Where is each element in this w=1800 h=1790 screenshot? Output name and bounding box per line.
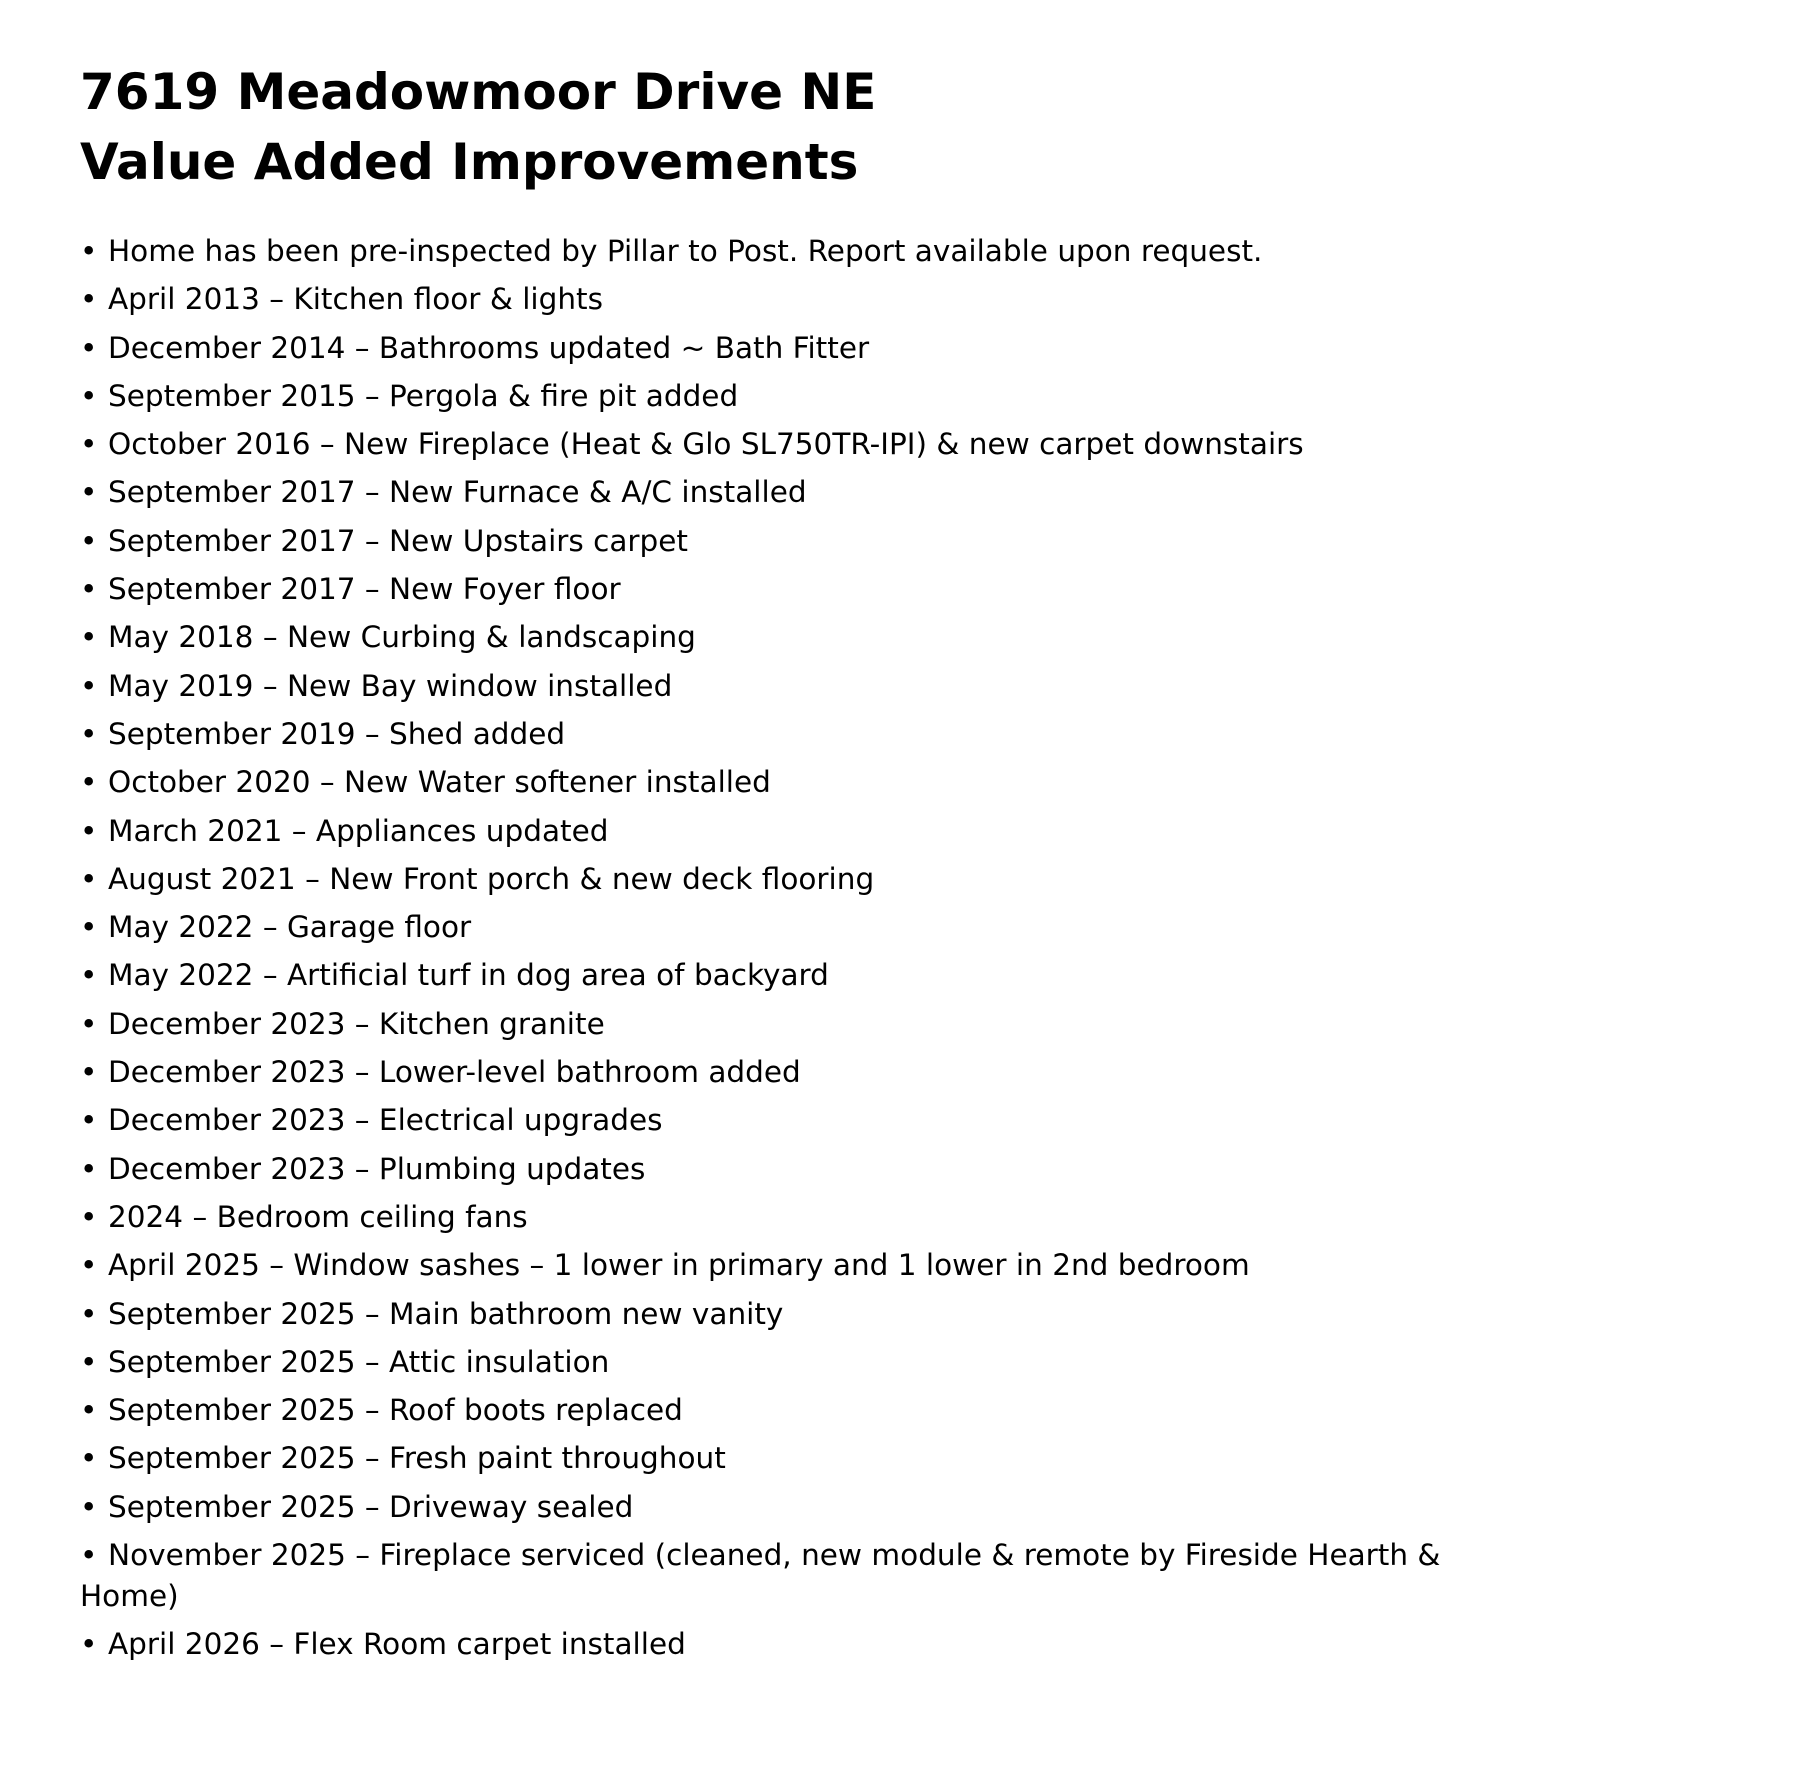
list-item: [80, 1294, 1460, 1335]
bullet-icon: •: [80, 1006, 98, 1041]
list-item: [80, 472, 1460, 513]
list-item-text: August 2021 – New Front porch & new deck flooring: [108, 861, 875, 896]
list-item: [80, 811, 1460, 852]
bullet-icon: •: [80, 330, 98, 365]
list-item-text: September 2025 – Main bathroom new vanity: [108, 1296, 784, 1331]
list-item-text: April 2026 – Flex Room carpet installed: [108, 1627, 686, 1662]
bullet-icon: •: [80, 716, 98, 751]
list-item: [80, 859, 1460, 900]
bullet-icon: •: [80, 668, 98, 703]
bullet-icon: •: [80, 523, 98, 558]
document-page: [80, 57, 1460, 1673]
list-item: [80, 328, 1460, 369]
bullet-icon: •: [80, 234, 98, 268]
list-item: [80, 1624, 1460, 1665]
list-item-text: September 2025 – Roof boots replaced: [108, 1393, 683, 1428]
list-item-text: November 2025 – Fireplace serviced (cleaned, new module & remote by Fireside Hearth & Home): [80, 1538, 1441, 1614]
list-item-text: December 2023 – Electrical upgrades: [108, 1103, 663, 1138]
list-item-text: April 2025 – Window sashes – 1 lower in primary and 1 lower in 2nd bedroom: [108, 1248, 1250, 1283]
bullet-icon: •: [80, 1103, 98, 1138]
list-item-text: September 2025 – Driveway sealed: [108, 1489, 634, 1524]
bullet-icon: •: [80, 475, 98, 510]
bullet-icon: •: [80, 1538, 98, 1573]
bullet-icon: •: [80, 1441, 98, 1476]
bullet-icon: •: [80, 1248, 98, 1283]
list-item: [80, 617, 1460, 658]
list-item: [80, 521, 1460, 562]
list-item: [80, 1004, 1460, 1045]
list-item: [80, 1197, 1460, 1238]
list-item-text: May 2018 – New Curbing & landscaping: [108, 620, 696, 655]
list-item: [80, 1438, 1460, 1479]
list-item-text: October 2020 – New Water softener installed: [108, 765, 771, 800]
bullet-icon: •: [80, 910, 98, 945]
bullet-icon: •: [80, 1199, 98, 1234]
page-title: [80, 57, 1460, 197]
bullet-icon: •: [80, 1393, 98, 1428]
list-item: [80, 231, 1460, 272]
list-item-text: December 2023 – Lower-level bathroom added: [108, 1055, 801, 1090]
list-item: [80, 1245, 1460, 1286]
bullet-icon: •: [80, 1296, 98, 1331]
list-item-text: September 2017 – New Foyer floor: [108, 572, 621, 607]
title-address: 7619 Meadowmoor Drive NE: [80, 63, 877, 121]
list-item-text: September 2017 – New Furnace & A/C installed: [108, 475, 807, 510]
bullet-icon: •: [80, 765, 98, 800]
list-item-text: December 2014 – Bathrooms updated ~ Bath Fitter: [108, 330, 870, 365]
list-item: [80, 1342, 1460, 1383]
list-item: [80, 714, 1460, 755]
list-item: [80, 1149, 1460, 1190]
bullet-icon: •: [80, 572, 98, 607]
list-item: [80, 666, 1460, 707]
list-item: [80, 955, 1460, 996]
list-item-text: September 2015 – Pergola & fire pit added: [108, 378, 739, 413]
list-item-text: April 2013 – Kitchen floor & lights: [108, 282, 603, 317]
list-item: [80, 376, 1460, 417]
list-item: [80, 762, 1460, 803]
bullet-icon: •: [80, 282, 98, 317]
list-item-text: September 2019 – Shed added: [108, 716, 566, 751]
bullet-icon: •: [80, 1055, 98, 1090]
list-item: [80, 1487, 1460, 1528]
list-item: [80, 907, 1460, 948]
bullet-icon: •: [80, 1489, 98, 1524]
title-subtitle: Value Added Improvements: [80, 133, 859, 191]
list-item: [80, 1052, 1460, 1093]
list-item: [80, 569, 1460, 610]
list-item-text: October 2016 – New Fireplace (Heat & Glo SL750TR-IPI) & new carpet downstairs: [108, 427, 1304, 462]
list-item-text: May 2022 – Artificial turf in dog area of backyard: [108, 958, 829, 993]
list-item-text: September 2017 – New Upstairs carpet: [108, 523, 689, 558]
improvements-list: [80, 231, 1460, 1665]
bullet-icon: •: [80, 620, 98, 655]
list-item-text: September 2025 – Attic insulation: [108, 1344, 610, 1379]
list-item-text: December 2023 – Plumbing updates: [108, 1151, 646, 1186]
bullet-icon: •: [80, 813, 98, 848]
bullet-icon: •: [80, 861, 98, 896]
bullet-icon: •: [80, 1344, 98, 1379]
list-item: [80, 279, 1460, 320]
list-item: [80, 1100, 1460, 1141]
bullet-icon: •: [80, 1627, 98, 1662]
list-item-text: September 2025 – Fresh paint throughout: [108, 1441, 726, 1476]
list-item-text: Home has been pre-inspected by Pillar to Post. Report available upon request.: [108, 234, 1263, 268]
list-item: [80, 1535, 1460, 1617]
list-item-text: 2024 – Bedroom ceiling fans: [108, 1199, 528, 1234]
list-item-text: May 2022 – Garage floor: [108, 910, 472, 945]
list-item-text: May 2019 – New Bay window installed: [108, 668, 673, 703]
bullet-icon: •: [80, 427, 98, 462]
bullet-icon: •: [80, 1151, 98, 1186]
bullet-icon: •: [80, 378, 98, 413]
list-item: [80, 424, 1460, 465]
bullet-icon: •: [80, 958, 98, 993]
list-item-text: March 2021 – Appliances updated: [108, 813, 609, 848]
list-item-text: December 2023 – Kitchen granite: [108, 1006, 605, 1041]
list-item: [80, 1390, 1460, 1431]
